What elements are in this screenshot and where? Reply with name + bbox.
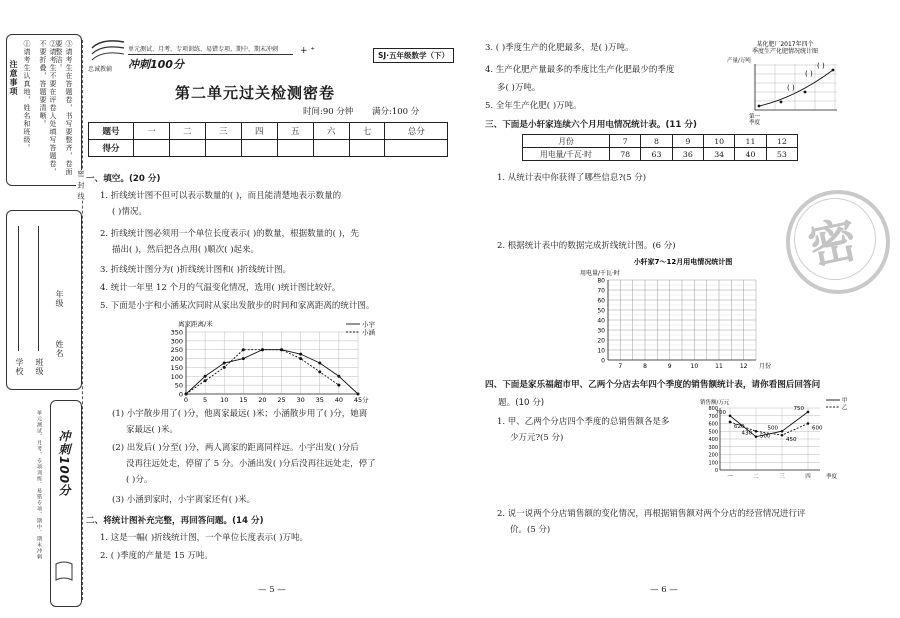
x-tick-label: 7 bbox=[618, 363, 623, 370]
header-tagline: 单元测试、月考、专项训练、易错专项、期中、期末冲刺 bbox=[128, 46, 279, 53]
series-line bbox=[759, 70, 833, 106]
y-tick-label: 0 bbox=[178, 390, 183, 399]
data-point bbox=[755, 435, 758, 438]
y-tick-label: 80 bbox=[597, 277, 605, 285]
class-line bbox=[38, 226, 39, 351]
data-point bbox=[804, 91, 807, 94]
elec-month: 10 bbox=[703, 135, 734, 148]
y-tick-label: 500 bbox=[708, 429, 718, 436]
question-3-2: 2. 根据统计表中的数据完成折线统计图。(6 分) bbox=[497, 241, 676, 251]
data-point bbox=[318, 370, 321, 373]
electricity-table bbox=[522, 134, 798, 161]
data-point bbox=[729, 414, 732, 417]
data-label: 500 bbox=[767, 425, 778, 432]
x-tick-label: 12 bbox=[739, 363, 748, 370]
data-label: 750 bbox=[793, 405, 804, 412]
score-header: 七 bbox=[349, 123, 385, 140]
y-tick-label: 100 bbox=[170, 372, 183, 381]
y-tick-label: 300 bbox=[708, 444, 718, 451]
y-tick-label: 10 bbox=[597, 347, 605, 355]
data-point bbox=[781, 434, 784, 437]
series-line-小宇 bbox=[186, 350, 358, 394]
score-table bbox=[88, 122, 448, 157]
data-label: 500 bbox=[760, 433, 771, 440]
x-tick-label: 20 bbox=[258, 396, 267, 404]
exam-time: 时间:90 分钟 bbox=[303, 107, 354, 117]
x-tick-label: 四 bbox=[805, 474, 811, 480]
data-point bbox=[223, 362, 226, 365]
question-2-4-cont: 多( )万吨。 bbox=[497, 83, 541, 93]
data-point bbox=[223, 366, 226, 369]
y-tick-label: 0 bbox=[601, 357, 605, 365]
chart-title: 小轩家7～12月用电情况统计图 bbox=[633, 258, 733, 266]
x-tick-label: 30 bbox=[296, 396, 305, 404]
score-cell[interactable] bbox=[241, 140, 277, 157]
y-tick-label: 350 bbox=[170, 328, 183, 337]
score-cell[interactable] bbox=[313, 140, 349, 157]
data-point bbox=[337, 384, 340, 387]
name-label: 姓名 bbox=[55, 340, 64, 358]
question-4-1-cont: 少万元?(5 分) bbox=[510, 433, 564, 443]
score-header: 总分 bbox=[385, 123, 448, 140]
grade-label: 年级 bbox=[55, 290, 64, 308]
question-1-5-3: (3) 小涵到家时，小宇离家还有( )米。 bbox=[112, 495, 256, 505]
side-brand: 冲刺100分 bbox=[57, 430, 71, 498]
x-tick-label: 45 bbox=[353, 396, 363, 404]
score-header: 五 bbox=[277, 123, 313, 140]
y-tick-label: 400 bbox=[708, 437, 718, 443]
elec-usage: 78 bbox=[610, 148, 641, 161]
data-point bbox=[318, 362, 321, 365]
seal-dashed-line bbox=[82, 40, 83, 600]
question-1-5-2: (2) 出发后( )分至( )分，两人离家的距离同样远。小宇出发( )分后 bbox=[112, 443, 359, 453]
score-header: 四 bbox=[241, 123, 277, 140]
y-tick-label: 50 bbox=[174, 381, 183, 390]
notice-item: ③请考生在答题卷，书写要整齐，卷面要整洁。 bbox=[55, 40, 73, 176]
x-tick-label: 第一 bbox=[749, 114, 761, 120]
exam-full-score: 满分:100 分 bbox=[372, 107, 420, 117]
elec-usage: 53 bbox=[766, 148, 797, 161]
x-tick-label: 5 bbox=[203, 396, 208, 404]
elec-usage: 63 bbox=[641, 148, 672, 161]
page-number-5: — 5 — bbox=[258, 585, 286, 595]
question-1-3: 3. 折线统计图分为( )折线统计图和( )折线统计图。 bbox=[100, 265, 291, 275]
score-cell[interactable] bbox=[134, 140, 170, 157]
seal-line-label: 密 封 线 bbox=[77, 170, 85, 201]
score-header: 六 bbox=[313, 123, 349, 140]
y-tick-label: 30 bbox=[597, 327, 605, 335]
notice-item: ①请考生认真地，姓名和班级。 bbox=[23, 40, 31, 152]
y-tick-label: 200 bbox=[170, 355, 183, 364]
x-tick-label: 三 bbox=[779, 474, 785, 480]
x-axis-label: 季度 bbox=[826, 474, 838, 480]
elec-month: 11 bbox=[735, 135, 766, 148]
y-tick-label: 300 bbox=[170, 337, 183, 346]
data-point bbox=[299, 357, 302, 360]
elec-usage: 36 bbox=[672, 148, 703, 161]
y-tick-label: 700 bbox=[708, 413, 718, 420]
book-logo-icon bbox=[88, 32, 128, 66]
binding-strip bbox=[0, 0, 85, 618]
score-row-label: 得分 bbox=[89, 140, 134, 157]
data-point bbox=[729, 421, 732, 424]
question-4-2-cont: 价。(5 分) bbox=[510, 525, 551, 535]
legend-label: 小宇 bbox=[362, 320, 375, 329]
question-4-2: 2. 说一说两个分店销售额的变化情况，再根据销售额对两个分店的经营情况进行评 bbox=[497, 509, 806, 519]
notice-item: ②请考生不要在评卷人处填写答题卷，不要折叠，答题要清晰。 bbox=[39, 40, 57, 176]
legend-label: 乙 bbox=[842, 405, 848, 411]
x-tick-label: 11 bbox=[715, 363, 723, 370]
side-brand-tagline: 单元测试、月考、专项训练、易错专项、期中、期末冲刺 bbox=[36, 410, 42, 560]
class-label: 班级 bbox=[35, 358, 44, 376]
data-point bbox=[242, 357, 245, 360]
notice-title: 注意事项 bbox=[9, 60, 18, 96]
question-1-4: 4. 统计一年里 12 个月的气温变化情况，选用( )统计图比较好。 bbox=[100, 283, 341, 293]
question-1-5-2-cont: 没再往远处走，停留了 5 分。小涵出发( )分后没再往远处走，停了 bbox=[126, 459, 376, 469]
y-tick-label: 100 bbox=[708, 460, 718, 467]
elec-usage: 40 bbox=[735, 148, 766, 161]
fertilizer-chart bbox=[725, 40, 845, 126]
y-tick-label: 40 bbox=[597, 317, 605, 325]
data-point bbox=[204, 379, 207, 382]
brand-logo: 冲刺100分 bbox=[128, 58, 184, 71]
data-point bbox=[755, 430, 758, 433]
y-tick-label: 0 bbox=[714, 468, 718, 474]
x-axis-label: 分 bbox=[362, 396, 369, 404]
score-header: 三 bbox=[205, 123, 241, 140]
y-tick-label: 60 bbox=[597, 297, 605, 305]
data-point bbox=[780, 101, 783, 104]
score-cell[interactable] bbox=[385, 140, 448, 157]
y-tick-label: 250 bbox=[170, 346, 183, 355]
blank-paren: ( ) bbox=[805, 70, 813, 78]
legend-label: 小涵 bbox=[362, 328, 375, 337]
chart-title-cont: 季度生产化肥情况统计图 bbox=[751, 48, 819, 55]
elec-row-label: 月份 bbox=[523, 135, 610, 148]
page-title: 第二单元过关检测密卷 bbox=[175, 84, 336, 102]
score-cell[interactable] bbox=[169, 140, 205, 157]
sales-chart bbox=[698, 396, 858, 488]
data-point bbox=[280, 348, 283, 351]
school-label: 学校 bbox=[15, 358, 24, 376]
header-rule bbox=[128, 54, 293, 55]
data-point bbox=[807, 422, 810, 425]
data-point bbox=[185, 393, 188, 396]
blank-paren: ( ) bbox=[787, 84, 795, 92]
y-tick-label: 200 bbox=[708, 452, 718, 459]
publisher-name: 忠诚教辅 bbox=[88, 66, 113, 73]
score-cell[interactable] bbox=[277, 140, 313, 157]
section-3-title: 三、下面是小轩家连续六个月用电情况统计表。(11 分) bbox=[485, 120, 697, 130]
question-2-4: 4. 生产化肥产量最多的季度比生产化肥最少的季度 bbox=[485, 65, 675, 75]
data-point bbox=[807, 411, 810, 414]
data-point bbox=[357, 393, 360, 396]
data-label: 620 bbox=[734, 423, 745, 430]
section-4-title-cont: 题。(10 分) bbox=[498, 398, 545, 408]
blank-paren: ( ) bbox=[817, 62, 825, 70]
y-tick-label: 50 bbox=[597, 307, 605, 315]
question-1-5-2-cont2: ( )分。 bbox=[126, 475, 153, 485]
x-tick-label: 10 bbox=[220, 396, 229, 404]
y-axis-label: 用电量/千瓦·时 bbox=[580, 270, 620, 277]
question-2-1: 1. 这是一幅( )折线统计图，一个单位长度表示( )万吨。 bbox=[100, 533, 308, 543]
data-label: 430 bbox=[741, 430, 752, 437]
x-tick-label: 0 bbox=[183, 396, 189, 404]
x-tick-label: 15 bbox=[239, 396, 248, 404]
seal-stamp-char: 密 bbox=[803, 211, 863, 277]
x-tick-label: 9 bbox=[667, 363, 672, 370]
question-2-3: 3. ( )季度生产的化肥最多，是( )万吨。 bbox=[485, 43, 634, 53]
question-2-5: 5. 全年生产化肥( )万吨。 bbox=[485, 101, 582, 111]
y-tick-label: 600 bbox=[708, 421, 718, 428]
data-point bbox=[261, 348, 264, 351]
question-1-5-1: (1) 小宇散步用了( )分，他离家最远( )米；小涵散步用了( )分，她离 bbox=[112, 409, 368, 419]
score-header: 一 bbox=[134, 123, 170, 140]
x-tick-label: 25 bbox=[277, 396, 286, 404]
x-tick-label: 一 bbox=[727, 474, 733, 480]
score-cell[interactable] bbox=[349, 140, 385, 157]
y-tick-label: 20 bbox=[597, 337, 605, 345]
elec-month: 12 bbox=[766, 135, 797, 148]
data-point bbox=[781, 430, 784, 433]
question-1-2-cont: 描出( )，然后把各点用( )顺次( )起来。 bbox=[112, 245, 260, 255]
question-1-1: 1. 折线统计图不但可以表示数量的( )，而且能清楚地表示数量的 bbox=[100, 191, 342, 201]
elec-month: 9 bbox=[672, 135, 703, 148]
data-label: 450 bbox=[786, 437, 797, 444]
y-tick-label: 150 bbox=[170, 363, 183, 372]
electricity-chart bbox=[578, 256, 788, 374]
data-label: 700 bbox=[715, 409, 726, 416]
plus-mark-icon: + ⁺ bbox=[300, 46, 316, 56]
x-axis-label: 月份 bbox=[759, 363, 772, 370]
y-axis-label: 产量/万吨 bbox=[727, 58, 751, 64]
data-point bbox=[242, 348, 245, 351]
x-tick-label: 40 bbox=[334, 396, 344, 404]
data-point bbox=[758, 105, 761, 108]
legend-label: 甲 bbox=[842, 398, 848, 404]
grade-tag: SJ·五年级数学（下） bbox=[373, 48, 454, 63]
elec-month: 8 bbox=[641, 135, 672, 148]
x-axis-label: 季度 bbox=[749, 120, 761, 126]
page-number-6: — 6 — bbox=[650, 585, 678, 595]
x-tick-label: 10 bbox=[690, 363, 699, 370]
section-4-title: 四、下面是家乐福超市甲、乙两个分店去年四个季度的销售额统计表，请你看图后回答问 bbox=[485, 380, 821, 390]
section-2-title: 二、将统计图补充完整，再回答问题。(14 分) bbox=[86, 516, 264, 526]
data-point bbox=[337, 375, 340, 378]
y-tick-label: 800 bbox=[708, 406, 718, 412]
score-cell[interactable] bbox=[205, 140, 241, 157]
data-point bbox=[204, 375, 207, 378]
question-3-1: 1. 从统计表中你获得了哪些信息?(5 分) bbox=[497, 173, 647, 183]
chart-title: 某化肥厂2017年四个 bbox=[756, 41, 814, 48]
y-axis-label: 离家距离/米 bbox=[178, 320, 213, 328]
x-tick-label: 8 bbox=[643, 363, 647, 370]
question-2-2: 2. ( )季度的产量是 15 万吨。 bbox=[100, 551, 213, 561]
data-point bbox=[832, 69, 835, 72]
data-label: 600 bbox=[812, 425, 823, 432]
question-1-5: 5. 下面是小宇和小涵某次同时从家出发散步的时间和家离距离的统计图。 bbox=[100, 301, 375, 311]
section-1-title: 一、填空。(20 分) bbox=[86, 174, 161, 184]
school-line bbox=[18, 226, 19, 351]
elec-usage: 34 bbox=[703, 148, 734, 161]
elec-month: 7 bbox=[610, 135, 641, 148]
data-point bbox=[299, 353, 302, 356]
y-tick-label: 70 bbox=[597, 287, 605, 295]
y-axis-label: 销售额/万元 bbox=[700, 400, 730, 406]
question-1-5-1-cont: 家最远( )米。 bbox=[126, 425, 178, 435]
score-header: 二 bbox=[169, 123, 205, 140]
question-1-1-cont: ( )情况。 bbox=[112, 207, 147, 217]
score-header: 题号 bbox=[89, 123, 134, 140]
x-tick-label: 二 bbox=[753, 474, 759, 480]
side-book-icon bbox=[54, 560, 74, 584]
question-4-1: 1. 甲、乙两个分店四个季度的总销售额各是多 bbox=[497, 417, 670, 427]
x-tick-label: 35 bbox=[315, 396, 324, 404]
elec-row-label: 用电量/千瓦·时 bbox=[523, 148, 610, 161]
walk-distance-chart bbox=[160, 318, 390, 406]
question-1-2: 2. 折线统计图必须用一个单位长度表示( )的数量，根据数量的( )，先 bbox=[100, 229, 359, 239]
